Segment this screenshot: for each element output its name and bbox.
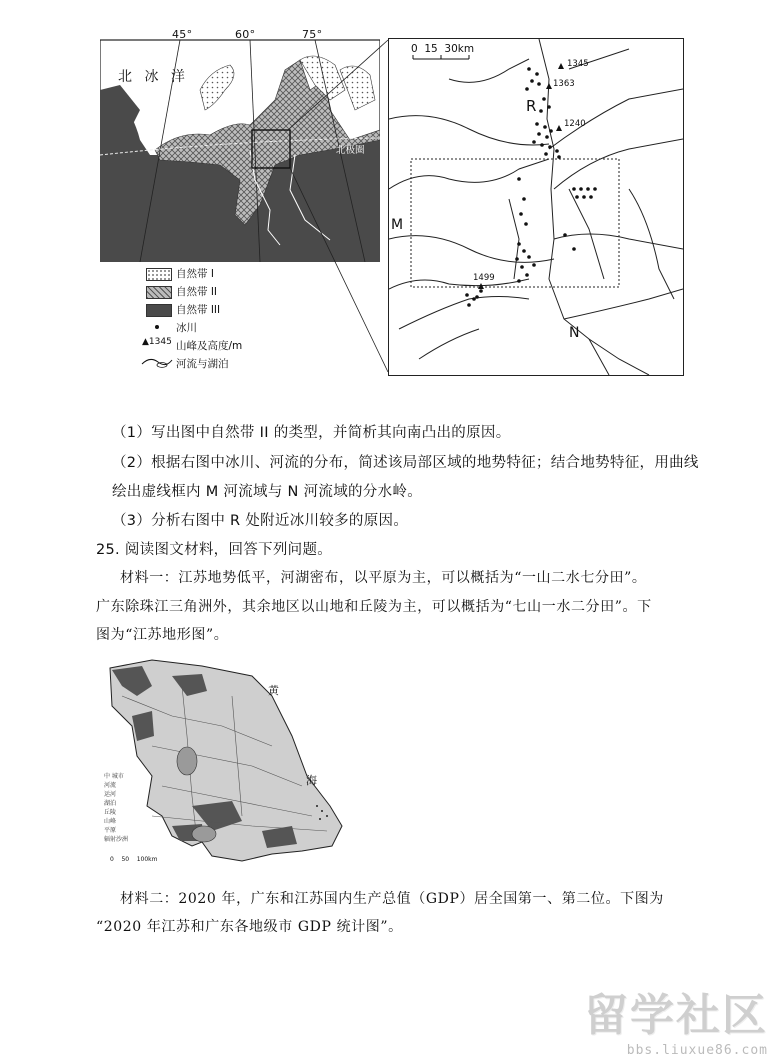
question-25-heading: 25. 阅读图文材料，回答下列问题。 (96, 542, 333, 558)
jiangsu-scale: 0 50 100km (110, 856, 158, 863)
legend-river: 河流 (104, 782, 117, 789)
legend-river-label: 河流与湖泊 (176, 358, 229, 370)
watermark-url: bbs.liuxue86.com (626, 1043, 768, 1058)
dotted-swatch-icon (146, 268, 172, 281)
material2-line2: “2020 年江苏和广东各地级市 GDP 统计图”。 (96, 919, 403, 935)
jiangsu-map (92, 656, 354, 872)
sea-label-huang: 黄 (268, 684, 279, 697)
question-2-line2: 绘出虚线框内 M 河流域与 N 河流域的分水岭。 (112, 484, 422, 500)
label-n: N (569, 325, 580, 341)
material1-line3: 图为“江苏地形图”。 (96, 627, 229, 643)
legend-plain: 平原 (104, 827, 117, 834)
legend-zone1-label: 自然带 I (176, 268, 214, 280)
longitude-60: 60° (235, 28, 256, 41)
material1-line2: 广东除珠江三角洲外，其余地区以山地和丘陵为主，可以概括为“七山一水二分田”。下 (96, 599, 652, 615)
question-3: （3）分析右图中 R 处附近冰川较多的原因。 (112, 513, 409, 529)
jiangsu-legend (104, 772, 128, 844)
crosshatch-swatch-icon (146, 286, 172, 299)
material1-line1: 材料一：江苏地势低平，河湖密布，以平原为主，可以概括为“一山二水七分田”。 (120, 570, 647, 586)
question-1: （1）写出图中自然带 II 的类型，并简析其向南凸出的原因。 (112, 425, 511, 441)
legend-canal: 运河 (104, 791, 117, 798)
river-icon (140, 356, 174, 368)
peak-1363: 1363 (553, 79, 575, 89)
arctic-circle-label: 北极圈 (336, 145, 365, 156)
jiangsu-svg (92, 656, 354, 872)
watermark-logo: 留学社区 (584, 990, 768, 1041)
legend-hills: 丘陵 (104, 809, 117, 816)
map-glacier-detail (388, 38, 684, 376)
glacier-svg (389, 39, 683, 375)
dot-icon (155, 325, 159, 329)
material2-line1: 材料二：2020 年，广东和江苏国内生产总值（GDP）居全国第一、第二位。下图为 (120, 891, 664, 907)
peak-1345: 1345 (567, 59, 589, 69)
ocean-label: 北 冰 洋 (118, 69, 189, 85)
watermark (584, 979, 768, 1058)
legend-city: 中 城市 (104, 773, 124, 780)
map1-legend (140, 266, 340, 382)
sea-label-hai: 海 (306, 774, 317, 787)
label-m: M (391, 217, 404, 233)
peak-1499: 1499 (473, 273, 495, 283)
triangle-icon: ▲1345 (142, 337, 172, 347)
legend-glacier-label: 冰川 (176, 322, 197, 334)
dark-swatch-icon (146, 304, 172, 317)
legend-sandbar: 辐射沙洲 (104, 836, 129, 843)
scale-bar-label: 0 15 30km (411, 43, 475, 55)
longitude-75: 75° (302, 28, 323, 41)
legend-zone3-label: 自然带 III (176, 304, 221, 316)
legend-lake: 湖泊 (104, 800, 117, 807)
label-r: R (526, 97, 537, 115)
legend-peak: 山峰 (104, 818, 117, 825)
peak-1240: 1240 (564, 119, 586, 129)
longitude-45: 45° (172, 28, 193, 41)
legend-zone2-label: 自然带 II (176, 286, 218, 298)
legend-peak-label: 山峰及高度/m (176, 340, 243, 352)
question-2-line1: （2）根据右图中冰川、河流的分布，简述该局部区域的地势特征；结合地势特征，用曲线 (112, 455, 699, 471)
